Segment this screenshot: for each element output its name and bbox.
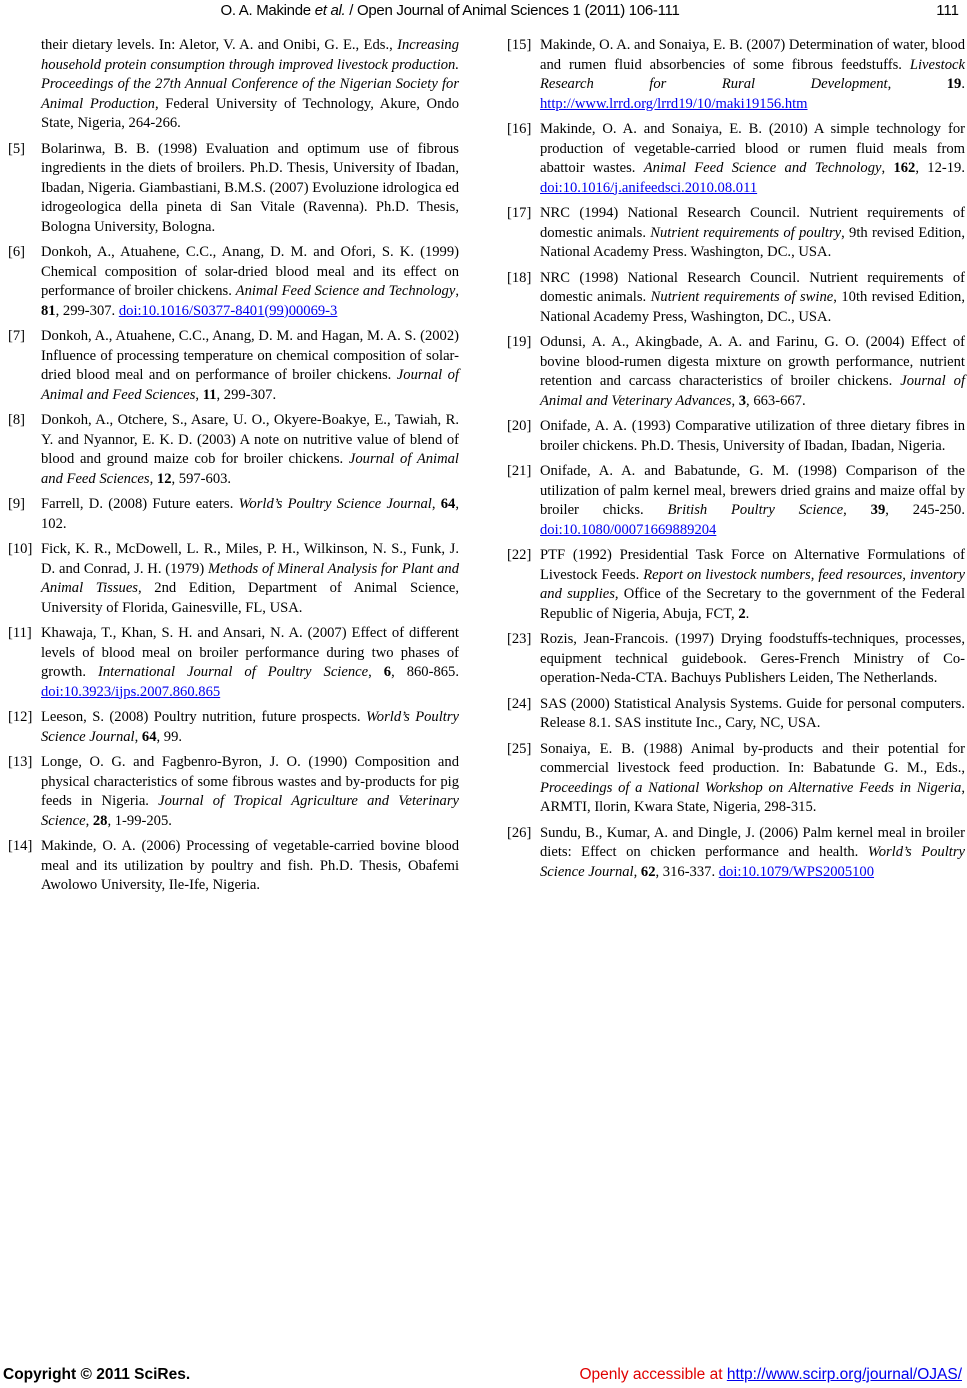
reference-title: Proceedings of a National Workshop on Alternative Feeds in Nigeria — [540, 779, 962, 796]
reference-number: [26] — [507, 824, 532, 841]
reference-item — [507, 462, 965, 540]
reference-text: , 9th revised Edition, National Academy Press. Washington, DC., USA. — [540, 224, 965, 260]
reference-volume: 12 — [156, 470, 172, 487]
reference-title: Livestock Research for Rural Development — [540, 56, 965, 92]
reference-number: [10] — [8, 541, 33, 557]
reference-text: , — [368, 664, 384, 680]
reference-text: , — [455, 283, 459, 299]
reference-title: Journal of Animal and Feed Sciences — [41, 451, 459, 487]
reference-text: , 316-337. — [655, 863, 719, 880]
reference-number: [6] — [8, 244, 26, 260]
reference-item — [8, 140, 459, 238]
reference-text: , 10th revised Edition, National Academy Press, Washington, DC., USA. — [540, 289, 965, 325]
reference-text: Donkoh, A., Otchere, S., Asare, U. O., Okyere-Boakye, E., Tawiah, R. Y. and Nyannor, E. K. D. (2003) A note on nutritive value of blend of blood and ground maize cob for broiler chickens. — [41, 412, 459, 467]
reference-link[interactable]: doi:10.1080/00071669889204 — [540, 521, 717, 538]
reference-text: their dietary levels. In: Aletor, V. A. and Onibi, G. E., Eds., — [41, 37, 398, 53]
reference-volume: 28 — [92, 812, 108, 829]
reference-volume: 62 — [640, 863, 656, 880]
reference-text: Sonaiya, E. B. (1988) Animal by-products and their potential for commercial livestock feed production. In: Babatunde G. M., Eds., — [540, 740, 965, 776]
reference-text: Donkoh, A., Atuahene, C.C., Anang, D. M. and Ofori, S. K. (1999) Chemical composition of solar-dried blood meal and its effect on performance of broiler chickens. — [41, 244, 459, 299]
reference-item — [8, 837, 459, 896]
reference-text: . — [961, 76, 965, 92]
reference-volume: 64 — [440, 496, 456, 512]
reference-text: , 860-865. — [391, 664, 459, 680]
page-number: 111 — [936, 2, 959, 19]
reference-text: NRC (1994) National Research Council. Nutrient requirements of domestic animals. — [540, 205, 965, 241]
reference-text: , — [195, 386, 203, 403]
reference-number: [8] — [8, 412, 26, 428]
reference-text: Longe, O. G. and Fagbenro-Byron, J. O. (1990) Composition and physical characteristics of some fibrous wastes and by-products for pig feeds in Nigeria. — [41, 754, 459, 809]
reference-number: [23] — [507, 631, 532, 647]
reference-text: , 2nd Edition, Department of Animal Science, University of Florida, Gainesville, FL, USA. — [41, 580, 460, 616]
reference-item — [8, 411, 459, 489]
reference-title: Nutrient requirements of poultry — [650, 224, 842, 241]
reference-text: , ARMTI, Ilorin, Kwara State, Nigeria, 298-315. — [540, 779, 965, 815]
reference-title: World’s Poultry Science Journal — [41, 709, 459, 745]
running-header — [0, 2, 967, 22]
reference-text: Donkoh, A., Atuahene, C.C., Anang, D. M. and Hagan, M. A. S. (2002) Influence of processing temperature on chemical composition of solar-dried blood meal and on performance of broiler chickens. — [41, 328, 459, 383]
reference-item — [507, 120, 965, 198]
reference-number: [5] — [8, 140, 26, 157]
reference-text: , 245-250. — [885, 502, 965, 518]
reference-text: , 299-307. — [216, 386, 277, 403]
reference-text: , — [85, 812, 93, 829]
reference-title: Nutrient requirements of swine — [650, 289, 834, 305]
reference-title: Animal Feed Science and Technology — [235, 283, 456, 299]
reference-text: , — [431, 496, 441, 512]
reference-text: Farrell, D. (2008) Future eaters. — [41, 496, 239, 512]
reference-volume: 162 — [893, 160, 916, 176]
reference-title: Journal of Animal and Feed Sciences — [41, 367, 459, 403]
reference-volume: 3 — [738, 392, 747, 409]
reference-item — [507, 269, 965, 328]
reference-text: Leeson, S. (2008) Poultry nutrition, future prospects. — [41, 709, 366, 725]
reference-title: Report on livestock numbers, feed resources, inventory and supplies — [540, 566, 965, 602]
reference-item — [507, 740, 965, 818]
reference-title: World’s Poultry Science Journal — [540, 844, 965, 880]
reference-text: Odunsi, A. A., Akingbade, A. A. and Farinu, G. O. (2004) Effect of bovine blood-rumen digesta mixture on growth performance, nutrient retention and carcass characteristics of broiler chickens. — [540, 334, 965, 389]
reference-number: [18] — [507, 269, 532, 286]
reference-number: [14] — [8, 838, 33, 854]
reference-title: British Poultry Science — [667, 502, 844, 518]
reference-item — [8, 36, 459, 134]
reference-text: , — [843, 502, 871, 518]
reference-number: [21] — [507, 463, 532, 479]
reference-item — [8, 495, 459, 534]
reference-number: [9] — [8, 496, 26, 512]
reference-volume: 39 — [870, 502, 886, 518]
reference-text: , — [633, 863, 641, 880]
reference-title: Journal of Tropical Agriculture and Veterinary Science — [41, 793, 459, 829]
reference-title: Animal Feed Science and Technology — [643, 160, 882, 176]
open-access-note — [580, 1366, 963, 1384]
reference-text: , 1-99-205. — [107, 812, 172, 829]
open-access-prefix: Openly accessible at — [579, 1366, 727, 1383]
journal-link[interactable]: http://www.scirp.org/journal/OJAS/ — [726, 1366, 962, 1383]
reference-text: Makinde, O. A. and Sonaiya, E. B. (2010) A simple technology for production of vegetable-carried blood or rumen fluid meals from abattoir wastes. — [540, 121, 965, 176]
reference-title: World’s Poultry Science Journal — [238, 496, 432, 512]
reference-text: Makinde, O. A. and Sonaiya, E. B. (2007) Determination of water, blood and rumen fluid absorbencies of some fibrous feedstuffs. — [540, 37, 965, 73]
reference-item — [8, 327, 459, 405]
reference-item — [507, 36, 965, 114]
reference-volume: 19 — [946, 76, 962, 92]
reference-title: Methods of Mineral Analysis for Plant and Animal Tissues — [41, 560, 459, 596]
reference-item — [507, 333, 965, 411]
reference-text: , — [149, 470, 157, 487]
reference-text: Fick, K. R., McDowell, L. R., Miles, P. H., Wilkinson, N. S., Funk, J. D. and Conrad, J. H. (1979) — [41, 541, 459, 577]
header-journal: / Open Journal of Animal Sciences 1 (2011) 106-111 — [345, 2, 680, 19]
reference-number: [16] — [507, 121, 532, 137]
reference-text: Bolarinwa, B. B. (1998) Evaluation and optimum use of fibrous ingredients in the diets of broilers. Ph.D. Thesis, University of Ibadan, Ibadan, Nigeria. Giambastiani, B.M.S. (2007) Evoluzione idrologica ed idrogeologica della pineta di San Vitale (Ravenna). Ph.D. Thesis, Bologna University, Bologna. — [41, 140, 459, 235]
reference-number: [12] — [8, 709, 33, 725]
reference-text: Onifade, A. A. and Babatunde, G. M. (1998) Comparison of the utilization of palm kernel meal, brewers dried grains and maize offal by broiler chicks. — [540, 463, 965, 518]
reference-link[interactable]: doi:10.3923/ijps.2007.860.865 — [41, 683, 221, 700]
copyright: Copyright © 2011 SciRes. — [3, 1366, 191, 1383]
reference-item — [507, 630, 965, 689]
reference-number: [25] — [507, 740, 532, 757]
references-right-column — [507, 36, 965, 888]
reference-text: Sundu, B., Kumar, A. and Dingle, J. (2006) Palm kernel meal in broiler diets: Effect on chicken performance and health. — [540, 824, 965, 860]
reference-item — [8, 753, 459, 831]
reference-title: International Journal of Poultry Science — [98, 664, 369, 680]
reference-item — [507, 546, 965, 624]
reference-number: [17] — [507, 205, 532, 221]
reference-number: [24] — [507, 695, 532, 712]
reference-text: Onifade, A. A. (1993) Comparative utilization of three dietary fibres in broiler chickens. Ph.D. Thesis, University of Ibadan, Ibadan, Nigeria. — [540, 418, 965, 454]
reference-item — [507, 695, 965, 734]
reference-item — [8, 708, 459, 747]
reference-volume: 81 — [41, 302, 56, 319]
reference-volume: 64 — [141, 728, 157, 745]
reference-item — [507, 417, 965, 456]
reference-volume: 2 — [738, 605, 746, 622]
reference-number: [11] — [8, 625, 32, 641]
reference-link[interactable]: doi:10.1079/WPS2005100 — [718, 863, 875, 880]
reference-text: , — [881, 160, 894, 176]
reference-text: PTF (1992) Presidential Task Force on Alternative Formulations of Livestock Feeds. — [540, 547, 965, 583]
references-left-column — [8, 36, 459, 902]
reference-link[interactable]: http://www.lrrd.org/lrrd19/10/maki19156.htm — [540, 95, 808, 112]
reference-number: [22] — [507, 547, 532, 563]
reference-link[interactable]: doi:10.1016/j.anifeedsci.2010.08.011 — [540, 179, 758, 196]
reference-text: , 299-307. — [55, 302, 119, 319]
reference-item — [8, 243, 459, 321]
reference-text: SAS (2000) Statistical Analysis Systems. Guide for personal computers. Release 8.1. SAS institute Inc., Cary, NC, USA. — [540, 695, 965, 731]
header-authors: O. A. Makinde — [220, 2, 315, 19]
reference-text: , 102. — [41, 496, 459, 532]
reference-text: , 12-19. — [915, 160, 965, 176]
reference-number: [7] — [8, 328, 26, 344]
reference-title: Journal of Animal and Veterinary Advances — [540, 373, 965, 409]
reference-text: , 597-603. — [171, 470, 232, 487]
reference-item — [8, 624, 459, 702]
reference-title: Increasing household protein consumption through improved livestock production. Proceedings of the 27th Annual Conference of the Nigerian Society for Animal Production — [41, 37, 459, 112]
reference-text: . — [745, 605, 750, 622]
reference-text: , — [134, 728, 142, 745]
header-etal: et al. — [314, 2, 346, 19]
reference-item — [8, 540, 459, 618]
reference-text: , — [731, 392, 739, 409]
reference-number: [19] — [507, 334, 532, 350]
reference-text: Khawaja, T., Khan, S. H. and Ansari, N. A. (2007) Effect of different levels of blood meal on broiler performance during two phases of growth. — [41, 625, 459, 680]
reference-item — [507, 204, 965, 263]
reference-link[interactable]: doi:10.1016/S0377-8401(99)00069-3 — [118, 302, 338, 319]
reference-text: , — [887, 76, 947, 92]
reference-volume: 6 — [383, 664, 392, 680]
header-title — [0, 2, 900, 19]
reference-text: , 99. — [156, 728, 183, 745]
reference-text: , Federal University of Technology, Akure, Ondo State, Nigeria, 264-266. — [41, 95, 459, 131]
reference-number: [15] — [507, 37, 532, 53]
reference-text: NRC (1998) National Research Council. Nutrient requirements of domestic animals. — [540, 269, 965, 305]
reference-volume: 11 — [202, 386, 217, 403]
reference-number: [20] — [507, 418, 532, 434]
reference-item — [507, 824, 965, 883]
reference-text: Makinde, O. A. (2006) Processing of vegetable-carried bovine blood meal and its utilization by poultry and fish. Ph.D. Thesis, Obafemi Awolowo University, Ile-Ife, Nigeria. — [41, 838, 459, 893]
reference-text: , Office of the Secretary to the government of the Federal Republic of Nigeria, Abuja, FCT, — [540, 586, 965, 622]
reference-text: , 663-667. — [746, 392, 806, 409]
reference-text: Rozis, Jean-Francois. (1997) Drying foodstuffs-techniques, processes, equipment technical guidebook. Geres-French Ministry of Co-operation-Neda-CTA. Bachuys Publishers Leiden, The Netherlands. — [540, 631, 965, 686]
reference-number: [13] — [8, 754, 33, 770]
